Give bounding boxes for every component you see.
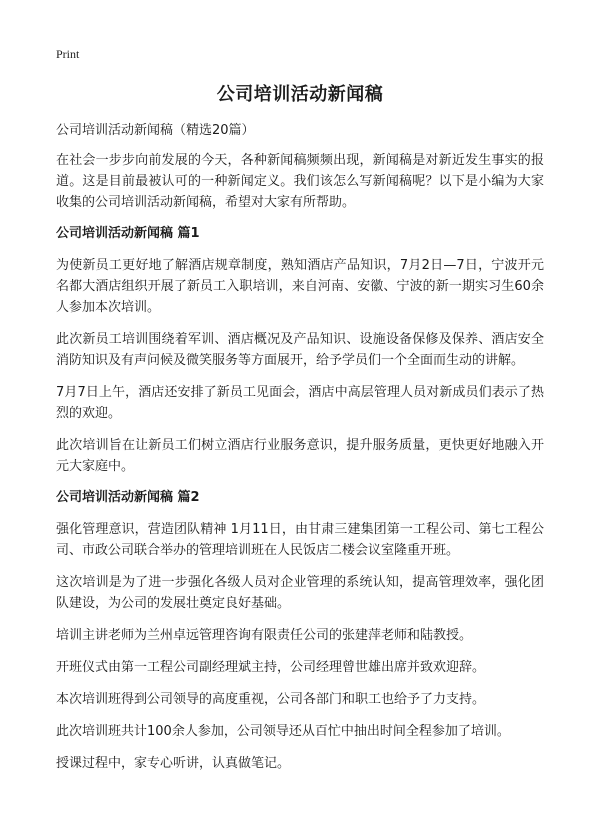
paragraph: 为使新员工更好地了解酒店规章制度，熟知酒店产品知识，7月2日—7日，宁波开元名都大酒店组织开展了新员工入职培训，来自河南、安徽、宁波的新一期实习生60余人参加本次培训。 xyxy=(56,258,544,315)
paragraph: 本次培训班得到公司领导的高度重视，公司各部门和职工也给予了力支持。 xyxy=(56,692,486,707)
article-body xyxy=(56,121,544,785)
paragraph: 7月7日上午，酒店还安排了新员工见面会，酒店中高层管理人员对新成员们表示了热烈的欢迎。 xyxy=(56,385,544,421)
page-title: 公司培训活动新闻稿 xyxy=(216,84,384,105)
paragraph: 强化管理意识，营造团队精神 1月11日，由甘肃三建集团第一工程公司、第七工程公司、市政公司联合举办的管理培训班在人民饭店二楼会议室隆重开班。 xyxy=(56,522,544,558)
section-heading: 公司培训活动新闻稿 篇2 xyxy=(56,490,200,505)
section-heading: 公司培训活动新闻稿 篇1 xyxy=(56,226,200,241)
print-link[interactable]: Print xyxy=(56,47,80,61)
section-1 xyxy=(56,224,544,477)
section-2 xyxy=(56,488,544,774)
paragraph: 授课过程中，家专心听讲，认真做笔记。 xyxy=(56,756,291,771)
article-subtitle: 公司培训活动新闻稿（精选20篇） xyxy=(56,123,255,138)
paragraph: 此次培训班共计100余人参加，公司领导还从百忙中抽出时间全程参加了培训。 xyxy=(56,724,510,739)
intro-paragraph: 在社会一步步向前发展的今天，各种新闻稿频频出现，新闻稿是对新近发生事实的报道。这是目前最被认可的一种新闻定义。我们该怎么写新闻稿呢？以下是小编为大家收集的公司培训活动新闻稿，希望对大家有所帮助。 xyxy=(56,153,544,210)
paragraph: 此次新员工培训围绕着军训、酒店概况及产品知识、设施设备保修及保养、酒店安全消防知识及有声问候及微笑服务等方面展开，给予学员们一个全面而生动的讲解。 xyxy=(56,332,544,368)
paragraph: 此次培训旨在让新员工们树立酒店行业服务意识，提升服务质量，更快更好地融入开元大家庭中。 xyxy=(56,438,544,474)
paragraph: 开班仪式由第一工程公司副经理斌主持，公司经理曾世雄出席并致欢迎辞。 xyxy=(56,660,486,675)
paragraph: 这次培训是为了进一步强化各级人员对企业管理的系统认知，提高管理效率，强化团队建设，为公司的发展壮奠定良好基础。 xyxy=(56,575,544,611)
paragraph: 培训主讲老师为兰州卓远管理咨询有限责任公司的张建萍老师和陆教授。 xyxy=(56,628,473,643)
